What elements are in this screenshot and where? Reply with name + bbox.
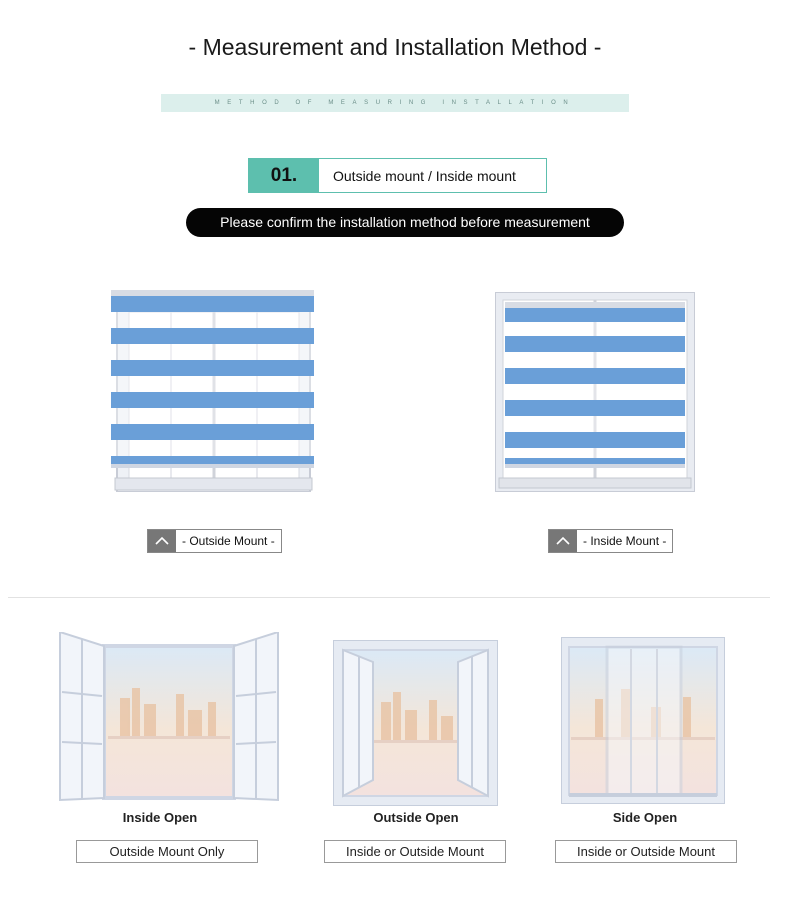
section-divider [8, 597, 770, 598]
step-header [248, 158, 547, 193]
page-title: - Measurement and Installation Method - [188, 34, 602, 60]
inside-open-window-image [58, 632, 280, 804]
chevron-up-icon [148, 530, 176, 552]
notice-banner: Please confirm the installation method before measurement [186, 208, 624, 237]
step-label: Outside mount / Inside mount [333, 168, 516, 184]
chevron-up-icon [549, 530, 577, 552]
outside-mount-label: - Outside Mount - [182, 534, 275, 548]
inside-mount-image [495, 292, 695, 492]
inside-open-label: Inside Open [122, 810, 198, 825]
page-subtitle: METHOD OF MEASURING INSTALLATION [161, 94, 629, 112]
side-open-mount-box: Inside or Outside Mount [555, 840, 737, 863]
side-open-label: Side Open [612, 810, 678, 825]
inside-mount-label: - Inside Mount - [583, 534, 667, 548]
outside-mount-caption [147, 529, 282, 553]
outside-open-window-image [333, 640, 498, 806]
inside-mount-caption [548, 529, 673, 553]
outside-mount-image [111, 290, 314, 492]
outside-open-label: Outside Open [373, 810, 459, 825]
outside-open-mount-box: Inside or Outside Mount [324, 840, 506, 863]
inside-open-mount-box: Outside Mount Only [76, 840, 258, 863]
step-number: 01. [249, 159, 319, 192]
side-open-window-image [561, 637, 725, 804]
